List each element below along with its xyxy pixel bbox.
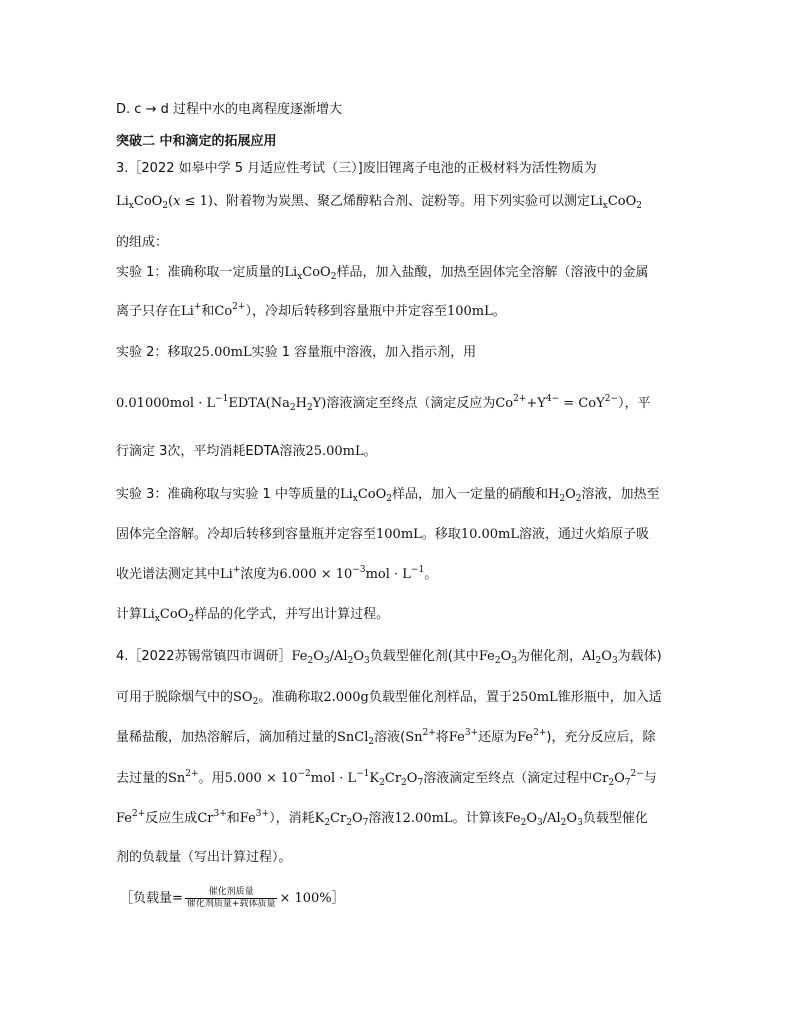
q4-text: 与: [643, 771, 657, 786]
exp1-text: 实验 1：准确称取一定质量的: [116, 265, 285, 280]
q4-text: 还原为: [478, 730, 518, 745]
exp1-text: 。: [492, 304, 506, 319]
formula-lixcoo2: $Li_xCoO_2$: [589, 194, 643, 211]
q4-line1: [116, 648, 662, 666]
exp2-text: 实验 1 容量瓶中溶液，加入指示剂，用: [251, 345, 477, 360]
option-d: [116, 101, 342, 119]
formula-text: ［负载量=: [120, 891, 183, 906]
exp2-text: 行滴定 3次，平均消耗EDTA溶液: [116, 444, 306, 459]
q4-text: 溶液: [368, 811, 395, 826]
formula-k2cr2o7: $K_2Cr_2O_7$: [314, 811, 369, 828]
q4-line4: [116, 770, 657, 788]
load-formula: [120, 886, 345, 912]
formula-lixcoo2: $Li_xCoO_2$: [142, 607, 195, 624]
q4-text: ），消耗: [269, 811, 315, 826]
q3-line2-text: 、附着物为炭黑、聚乙烯醇粘合剂、淀粉等。用下列实验可以测定: [212, 194, 590, 209]
q3-exp2-line2: [116, 395, 650, 413]
exp2-text: 。: [363, 444, 377, 459]
q3-line2: [116, 193, 642, 211]
q4-text: 负载型催化剂样品，置于: [368, 690, 512, 705]
q4-text: 和: [226, 811, 240, 826]
q4-text: 为载体): [617, 649, 662, 664]
ask-text: 样品的化学式，并写出计算过程。: [194, 607, 390, 622]
q3-exp3-line3: [116, 566, 437, 584]
edta-conc: $0.01000mol \cdot L^{-1}EDTA(Na_2H_2Y)$: [116, 394, 327, 413]
q3-head: 3.［2022 如皋中学 5 月适应性考试（三）]废旧锂离子电池的正极材料为活性物质为: [116, 161, 597, 176]
exp2-volume: 25.00mL: [305, 444, 364, 459]
option-d-label: D.: [116, 102, 131, 117]
exp3-text: 样品，加入一定量的硝酸和: [392, 487, 549, 502]
ion-fe3: $Fe^{3+}$: [448, 728, 479, 745]
exp1-text: 样品，加入盐酸，加热至固体完全溶解（溶液中的金属: [336, 265, 649, 280]
formula-fe2o3-al2o3: $Fe_2O_3/Al_2O_3$: [504, 811, 583, 828]
formula-fe2o3: $Fe_2O_3$: [478, 649, 517, 666]
fraction-denominator: 催化剂质量+载体质量: [186, 899, 276, 909]
q4-mass: 2.000g: [323, 690, 369, 705]
q4-text: 4.［2022苏锡常镇四市调研］: [116, 649, 292, 664]
ion-cr3: $Cr^{3+}$: [197, 809, 227, 826]
q4-volume: 12.00mL: [394, 811, 453, 826]
q3-line3: 的组成：: [116, 235, 169, 250]
q3-exp2-line1: [116, 344, 476, 362]
formula-lixcoo2: $Li_xCoO_2$: [284, 265, 337, 282]
formula-lixcoo2: $Li_xCoO_2(x \le 1)$: [116, 194, 213, 211]
ion-sn: $Sn^{2+}$: [168, 769, 199, 786]
ion-fe2: $Fe^{2+}$: [517, 728, 547, 745]
formula-sncl2: SnCl$_2$: [337, 730, 375, 747]
exp2-text: 溶液滴定至终点（滴定反应为: [326, 396, 496, 411]
q4-text: 溶液滴定至终点（滴定过程中: [423, 771, 593, 786]
fraction: [185, 887, 278, 910]
exp3-volume: 10.00mL: [460, 527, 519, 542]
q4-text: 。计算该: [452, 811, 505, 826]
q4-line2: [116, 689, 662, 707]
formula-text: × 100%］: [279, 891, 345, 906]
option-d-text: c → d 过程中水的电离程度逐渐增大: [134, 102, 342, 117]
ion-li: Li+: [181, 302, 202, 319]
formula-al2o3: $Al_2O_3$: [581, 649, 618, 666]
q4-text: 去过量的: [116, 771, 169, 786]
section-title: 突破二 中和滴定的拓展应用: [116, 134, 277, 149]
q4-text: 负载型催化剂(其中: [369, 649, 479, 664]
exp1-text: 离子只存在: [116, 304, 182, 319]
formula-so2: $SO_2$: [233, 690, 259, 707]
q4-text: )，充分反应后，除: [546, 730, 656, 745]
q4-text: 可用于脱除烟气中的: [116, 690, 234, 705]
titration-reaction: $Co^{2+}+Y^{4-} = CoY^{2-}$: [495, 394, 618, 411]
ion-co: $Co^{2+}$: [214, 302, 246, 319]
formula-fe2o3-al2o3: $Fe_2O_3/Al_2O_3$: [291, 649, 370, 666]
q4-text: 负载型催化: [582, 811, 648, 826]
exp2-text: ），平: [617, 396, 651, 411]
exp1-volume: 100mL: [446, 304, 493, 319]
fraction-numerator: 催化剂质量: [185, 887, 278, 899]
q4-text: 为催化剂，: [516, 649, 582, 664]
q4-text: 。用: [198, 771, 225, 786]
ion-li: Li+: [220, 565, 241, 582]
q3-exp3-line1: [116, 486, 660, 504]
q4-text: 量稀盐酸，加热溶解后，滴加稍过量的: [116, 730, 338, 745]
exp3-text: 溶液，通过火焰原子吸: [519, 527, 650, 542]
q3-exp1-line2: [116, 303, 506, 321]
q4-text: 锥形瓶中，加入适: [557, 690, 662, 705]
formula-lixcoo2: $Li_xCoO_2$: [339, 487, 392, 504]
formula-h2o2: $H_2O_2$: [548, 487, 582, 504]
q4-line6: 剂的负载量（写出计算过程）。: [116, 850, 292, 865]
q4-line3: [116, 729, 655, 747]
exp3-text: 。移取: [421, 527, 461, 542]
exp3-text: 浓度为: [240, 567, 280, 582]
exp3-text: 溶液，加热至: [581, 487, 660, 502]
exp3-text: 。: [424, 567, 438, 582]
ask-text: 计算: [116, 607, 143, 622]
exp3-text: 收光谱法测定其中: [116, 567, 221, 582]
q4-text: 反应生成: [145, 811, 198, 826]
exp2-volume: 25.00mL: [193, 345, 252, 360]
ion-fe2: $Fe^{2+}$: [116, 809, 146, 826]
k2cr2o7-conc: $5.000 \times 10^{-2}mol \cdot L^{-1}K_2Cr_2O_7$: [224, 769, 424, 788]
q4-volume: 250mL: [511, 690, 558, 705]
ion-cr2o7: $Cr_2O_7^{2-}$: [592, 769, 644, 788]
q4-text: 将: [435, 730, 449, 745]
q3-exp2-line3: [116, 443, 377, 461]
exp2-text: 实验 2：移取: [116, 345, 194, 360]
ion-sn: $Sn^{2+}$: [405, 728, 436, 745]
q4-text: 。准确称取: [258, 690, 324, 705]
ion-fe3: $Fe^{3+}$: [239, 809, 270, 826]
q3-exp1-line1: [116, 264, 648, 282]
q4-line5: [116, 810, 648, 828]
exp3-text: 实验 3：准确称取与实验 1 中等质量的: [116, 487, 340, 502]
q4-text: 溶液(: [374, 730, 406, 745]
exp1-text: ），冷却后转移到容量瓶中并定容至: [245, 304, 447, 319]
exp3-volume: 100mL: [376, 527, 422, 542]
li-conc: $6.000 \times 10^{-3}mol \cdot L^{-1}$: [279, 565, 425, 582]
exp3-text: 固体完全溶解。冷却后转移到容量瓶并定容至: [116, 527, 377, 542]
q3-exp3-line2: [116, 526, 649, 544]
q3-ask: [116, 606, 389, 624]
exp1-text: 和: [201, 304, 215, 319]
